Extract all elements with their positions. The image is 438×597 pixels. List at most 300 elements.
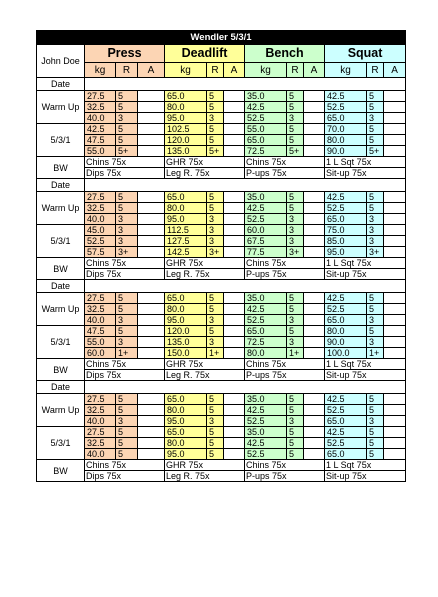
weight-cell-bench: 52.5 (245, 449, 287, 460)
subheader-dead-kg: kg (165, 63, 207, 78)
reps-cell-dead: 5 (207, 192, 224, 203)
actual-cell-bench[interactable] (304, 214, 325, 225)
weight-cell-squat: 42.5 (325, 293, 367, 304)
bodyweight-exercise-dead: GHR 75x (165, 157, 245, 168)
reps-cell-dead: 5 (207, 438, 224, 449)
weight-cell-squat: 85.0 (325, 236, 367, 247)
actual-cell-press[interactable] (138, 315, 165, 326)
reps-cell-squat: 5 (367, 91, 384, 102)
actual-cell-press[interactable] (138, 416, 165, 427)
date-field[interactable] (85, 381, 406, 394)
weight-cell-squat: 65.0 (325, 449, 367, 460)
reps-cell-squat: 5 (367, 326, 384, 337)
actual-cell-bench[interactable] (304, 427, 325, 438)
actual-cell-press[interactable] (138, 405, 165, 416)
actual-cell-press[interactable] (138, 214, 165, 225)
weight-cell-squat: 52.5 (325, 438, 367, 449)
reps-cell-dead: 3 (207, 214, 224, 225)
subheader-row (37, 63, 406, 78)
bodyweight-exercise-dead: Leg R. 75x (165, 471, 245, 482)
reps-cell-squat: 5 (367, 449, 384, 460)
weight-cell-press: 27.5 (85, 91, 116, 102)
weight-cell-squat: 75.0 (325, 225, 367, 236)
actual-cell-press[interactable] (138, 304, 165, 315)
actual-cell-bench[interactable] (304, 304, 325, 315)
weight-cell-press: 32.5 (85, 405, 116, 416)
workout-log-body (37, 31, 406, 482)
bodyweight-row (37, 269, 406, 280)
bodyweight-exercise-squat: Sit-up 75x (325, 471, 406, 482)
actual-cell-squat[interactable] (384, 247, 406, 258)
reps-cell-squat: 5 (367, 124, 384, 135)
actual-cell-dead[interactable] (224, 124, 245, 135)
weight-cell-dead: 95.0 (165, 214, 207, 225)
main-sets-label: 5/3/1 (37, 427, 85, 460)
bodyweight-exercise-press: Chins 75x (85, 460, 165, 471)
bodyweight-exercise-bench: Chins 75x (245, 460, 325, 471)
bodyweight-exercise-dead: Leg R. 75x (165, 269, 245, 280)
reps-cell-press: 3 (116, 236, 138, 247)
set-row (37, 102, 406, 113)
actual-cell-bench[interactable] (304, 91, 325, 102)
bodyweight-exercise-squat: Sit-up 75x (325, 168, 406, 179)
warmup-label: Warm Up (37, 192, 85, 225)
actual-cell-bench[interactable] (304, 416, 325, 427)
reps-cell-press: 5 (116, 102, 138, 113)
actual-cell-bench[interactable] (304, 394, 325, 405)
weight-cell-squat: 42.5 (325, 394, 367, 405)
actual-cell-dead[interactable] (224, 247, 245, 258)
reps-cell-press: 3 (116, 214, 138, 225)
lift-header-squat: Squat (325, 45, 406, 63)
set-row (37, 438, 406, 449)
actual-cell-bench[interactable] (304, 236, 325, 247)
bodyweight-label: BW (37, 157, 85, 179)
weight-cell-dead: 102.5 (165, 124, 207, 135)
actual-cell-dead[interactable] (224, 214, 245, 225)
weight-cell-bench: 42.5 (245, 438, 287, 449)
reps-cell-squat: 3 (367, 337, 384, 348)
actual-cell-squat[interactable] (384, 113, 406, 124)
weight-cell-squat: 52.5 (325, 102, 367, 113)
actual-cell-bench[interactable] (304, 405, 325, 416)
reps-cell-bench: 3 (287, 214, 304, 225)
reps-cell-press: 5 (116, 449, 138, 460)
reps-cell-dead: 1+ (207, 348, 224, 359)
actual-cell-squat[interactable] (384, 394, 406, 405)
actual-cell-squat[interactable] (384, 135, 406, 146)
bodyweight-row (37, 157, 406, 168)
set-row (37, 135, 406, 146)
weight-cell-bench: 77.5 (245, 247, 287, 258)
lift-header-press: Press (85, 45, 165, 63)
actual-cell-dead[interactable] (224, 102, 245, 113)
set-row (37, 113, 406, 124)
date-row (37, 381, 406, 394)
warmup-label: Warm Up (37, 91, 85, 124)
reps-cell-bench: 5 (287, 91, 304, 102)
reps-cell-squat: 3 (367, 416, 384, 427)
bodyweight-exercise-dead: GHR 75x (165, 258, 245, 269)
weight-cell-dead: 80.0 (165, 405, 207, 416)
actual-cell-dead[interactable] (224, 337, 245, 348)
actual-cell-squat[interactable] (384, 427, 406, 438)
weight-cell-squat: 90.0 (325, 146, 367, 157)
actual-cell-press[interactable] (138, 236, 165, 247)
weight-cell-squat: 52.5 (325, 304, 367, 315)
reps-cell-dead: 3+ (207, 247, 224, 258)
weight-cell-dead: 65.0 (165, 293, 207, 304)
actual-cell-press[interactable] (138, 293, 165, 304)
bodyweight-exercise-squat: 1 L Sqt 75x (325, 258, 406, 269)
bodyweight-exercise-squat: 1 L Sqt 75x (325, 157, 406, 168)
actual-cell-press[interactable] (138, 124, 165, 135)
date-field[interactable] (85, 78, 406, 91)
reps-cell-squat: 5 (367, 102, 384, 113)
weight-cell-dead: 65.0 (165, 192, 207, 203)
user-name: John Doe (37, 45, 85, 78)
bodyweight-exercise-squat: Sit-up 75x (325, 269, 406, 280)
reps-cell-press: 5 (116, 293, 138, 304)
actual-cell-dead[interactable] (224, 427, 245, 438)
weight-cell-squat: 80.0 (325, 326, 367, 337)
sheet-title: Wendler 5/3/1 (37, 31, 406, 45)
workout-log-table (36, 30, 406, 482)
actual-cell-press[interactable] (138, 394, 165, 405)
actual-cell-bench[interactable] (304, 438, 325, 449)
weight-cell-bench: 42.5 (245, 102, 287, 113)
weight-cell-press: 32.5 (85, 203, 116, 214)
actual-cell-press[interactable] (138, 337, 165, 348)
actual-cell-press[interactable] (138, 438, 165, 449)
weight-cell-dead: 80.0 (165, 102, 207, 113)
reps-cell-dead: 5 (207, 394, 224, 405)
actual-cell-dead[interactable] (224, 113, 245, 124)
actual-cell-press[interactable] (138, 225, 165, 236)
weight-cell-squat: 52.5 (325, 203, 367, 214)
weight-cell-press: 55.0 (85, 146, 116, 157)
reps-cell-squat: 3 (367, 236, 384, 247)
warmup-label: Warm Up (37, 394, 85, 427)
actual-cell-bench[interactable] (304, 337, 325, 348)
reps-cell-squat: 3 (367, 315, 384, 326)
weight-cell-bench: 52.5 (245, 315, 287, 326)
actual-cell-bench[interactable] (304, 326, 325, 337)
actual-cell-bench[interactable] (304, 113, 325, 124)
reps-cell-dead: 3 (207, 113, 224, 124)
reps-cell-press: 3 (116, 337, 138, 348)
weight-cell-press: 40.0 (85, 449, 116, 460)
subheader-dead-a: A (224, 63, 245, 78)
reps-cell-press: 5 (116, 304, 138, 315)
reps-cell-squat: 5 (367, 394, 384, 405)
reps-cell-dead: 3 (207, 236, 224, 247)
actual-cell-bench[interactable] (304, 102, 325, 113)
actual-cell-press[interactable] (138, 102, 165, 113)
actual-cell-bench[interactable] (304, 192, 325, 203)
weight-cell-press: 40.0 (85, 214, 116, 225)
reps-cell-press: 5 (116, 394, 138, 405)
set-row (37, 348, 406, 359)
actual-cell-press[interactable] (138, 348, 165, 359)
reps-cell-squat: 5 (367, 135, 384, 146)
subheader-press-kg: kg (85, 63, 116, 78)
reps-cell-squat: 5 (367, 427, 384, 438)
reps-cell-bench: 3 (287, 337, 304, 348)
weight-cell-bench: 42.5 (245, 304, 287, 315)
reps-cell-press: 3 (116, 416, 138, 427)
set-row (37, 192, 406, 203)
reps-cell-bench: 3+ (287, 247, 304, 258)
bodyweight-label: BW (37, 460, 85, 482)
set-row (37, 416, 406, 427)
reps-cell-dead: 5 (207, 293, 224, 304)
weight-cell-dead: 80.0 (165, 438, 207, 449)
actual-cell-dead[interactable] (224, 225, 245, 236)
bodyweight-exercise-bench: P-ups 75x (245, 471, 325, 482)
weight-cell-press: 27.5 (85, 192, 116, 203)
set-row (37, 427, 406, 438)
actual-cell-bench[interactable] (304, 225, 325, 236)
reps-cell-press: 5 (116, 405, 138, 416)
actual-cell-bench[interactable] (304, 203, 325, 214)
reps-cell-bench: 5 (287, 326, 304, 337)
actual-cell-bench[interactable] (304, 449, 325, 460)
actual-cell-bench[interactable] (304, 315, 325, 326)
actual-cell-press[interactable] (138, 135, 165, 146)
actual-cell-press[interactable] (138, 113, 165, 124)
actual-cell-squat[interactable] (384, 214, 406, 225)
weight-cell-press: 42.5 (85, 124, 116, 135)
set-row (37, 124, 406, 135)
weight-cell-bench: 80.0 (245, 348, 287, 359)
bodyweight-exercise-bench: P-ups 75x (245, 269, 325, 280)
weight-cell-squat: 95.0 (325, 247, 367, 258)
set-row (37, 91, 406, 102)
weight-cell-dead: 95.0 (165, 113, 207, 124)
actual-cell-squat[interactable] (384, 124, 406, 135)
actual-cell-squat[interactable] (384, 102, 406, 113)
actual-cell-bench[interactable] (304, 348, 325, 359)
weight-cell-bench: 35.0 (245, 91, 287, 102)
date-label: Date (37, 381, 85, 394)
actual-cell-dead[interactable] (224, 304, 245, 315)
weight-cell-press: 27.5 (85, 293, 116, 304)
reps-cell-bench: 5 (287, 203, 304, 214)
actual-cell-bench[interactable] (304, 146, 325, 157)
set-row (37, 146, 406, 157)
actual-cell-bench[interactable] (304, 293, 325, 304)
reps-cell-bench: 3 (287, 416, 304, 427)
weight-cell-squat: 65.0 (325, 315, 367, 326)
reps-cell-dead: 5 (207, 102, 224, 113)
weight-cell-squat: 80.0 (325, 135, 367, 146)
reps-cell-press: 5 (116, 192, 138, 203)
actual-cell-dead[interactable] (224, 416, 245, 427)
actual-cell-dead[interactable] (224, 203, 245, 214)
subheader-dead-r: R (207, 63, 224, 78)
actual-cell-squat[interactable] (384, 236, 406, 247)
actual-cell-dead[interactable] (224, 236, 245, 247)
actual-cell-press[interactable] (138, 203, 165, 214)
weight-cell-dead: 65.0 (165, 427, 207, 438)
actual-cell-dead[interactable] (224, 91, 245, 102)
reps-cell-press: 5 (116, 91, 138, 102)
subheader-bench-r: R (287, 63, 304, 78)
bodyweight-exercise-dead: GHR 75x (165, 359, 245, 370)
subheader-squat-kg: kg (325, 63, 367, 78)
reps-cell-bench: 3 (287, 236, 304, 247)
bodyweight-exercise-bench: Chins 75x (245, 157, 325, 168)
reps-cell-bench: 3 (287, 113, 304, 124)
actual-cell-squat[interactable] (384, 91, 406, 102)
actual-cell-press[interactable] (138, 326, 165, 337)
actual-cell-bench[interactable] (304, 124, 325, 135)
actual-cell-dead[interactable] (224, 293, 245, 304)
weight-cell-dead: 80.0 (165, 203, 207, 214)
actual-cell-dead[interactable] (224, 405, 245, 416)
actual-cell-press[interactable] (138, 449, 165, 460)
set-row (37, 315, 406, 326)
bodyweight-label: BW (37, 258, 85, 280)
reps-cell-press: 5 (116, 427, 138, 438)
actual-cell-press[interactable] (138, 146, 165, 157)
actual-cell-dead[interactable] (224, 326, 245, 337)
set-row (37, 225, 406, 236)
main-sets-label: 5/3/1 (37, 124, 85, 157)
date-row (37, 78, 406, 91)
reps-cell-dead: 5 (207, 326, 224, 337)
actual-cell-squat[interactable] (384, 337, 406, 348)
weight-cell-press: 32.5 (85, 438, 116, 449)
weight-cell-dead: 95.0 (165, 416, 207, 427)
actual-cell-bench[interactable] (304, 135, 325, 146)
actual-cell-squat[interactable] (384, 405, 406, 416)
actual-cell-dead[interactable] (224, 348, 245, 359)
actual-cell-squat[interactable] (384, 203, 406, 214)
actual-cell-press[interactable] (138, 247, 165, 258)
actual-cell-squat[interactable] (384, 225, 406, 236)
reps-cell-press: 5+ (116, 146, 138, 157)
date-field[interactable] (85, 179, 406, 192)
weight-cell-squat: 90.0 (325, 337, 367, 348)
date-field[interactable] (85, 280, 406, 293)
reps-cell-press: 5 (116, 135, 138, 146)
actual-cell-squat[interactable] (384, 192, 406, 203)
bodyweight-exercise-press: Chins 75x (85, 258, 165, 269)
reps-cell-press: 5 (116, 326, 138, 337)
reps-cell-dead: 5 (207, 427, 224, 438)
set-row (37, 236, 406, 247)
subheader-bench-kg: kg (245, 63, 287, 78)
actual-cell-dead[interactable] (224, 449, 245, 460)
weight-cell-dead: 65.0 (165, 394, 207, 405)
actual-cell-press[interactable] (138, 192, 165, 203)
actual-cell-squat[interactable] (384, 315, 406, 326)
actual-cell-dead[interactable] (224, 315, 245, 326)
reps-cell-dead: 3 (207, 225, 224, 236)
actual-cell-squat[interactable] (384, 449, 406, 460)
title-row (37, 31, 406, 45)
actual-cell-squat[interactable] (384, 348, 406, 359)
actual-cell-squat[interactable] (384, 416, 406, 427)
actual-cell-dead[interactable] (224, 438, 245, 449)
weight-cell-bench: 60.0 (245, 225, 287, 236)
actual-cell-squat[interactable] (384, 304, 406, 315)
reps-cell-dead: 5 (207, 304, 224, 315)
reps-cell-bench: 5+ (287, 146, 304, 157)
bodyweight-row (37, 471, 406, 482)
actual-cell-squat[interactable] (384, 146, 406, 157)
main-sets-label: 5/3/1 (37, 225, 85, 258)
actual-cell-squat[interactable] (384, 293, 406, 304)
actual-cell-dead[interactable] (224, 135, 245, 146)
main-sets-label: 5/3/1 (37, 326, 85, 359)
actual-cell-dead[interactable] (224, 394, 245, 405)
reps-cell-press: 1+ (116, 348, 138, 359)
weight-cell-squat: 42.5 (325, 91, 367, 102)
reps-cell-squat: 5+ (367, 146, 384, 157)
bodyweight-exercise-squat: 1 L Sqt 75x (325, 460, 406, 471)
weight-cell-press: 32.5 (85, 304, 116, 315)
weight-cell-bench: 35.0 (245, 394, 287, 405)
actual-cell-squat[interactable] (384, 438, 406, 449)
weight-cell-press: 47.5 (85, 326, 116, 337)
reps-cell-press: 3+ (116, 247, 138, 258)
subheader-press-r: R (116, 63, 138, 78)
actual-cell-dead[interactable] (224, 192, 245, 203)
reps-cell-squat: 5 (367, 293, 384, 304)
reps-cell-squat: 3 (367, 113, 384, 124)
set-row (37, 293, 406, 304)
weight-cell-press: 47.5 (85, 135, 116, 146)
reps-cell-squat: 3 (367, 214, 384, 225)
weight-cell-dead: 65.0 (165, 91, 207, 102)
reps-cell-squat: 5 (367, 405, 384, 416)
actual-cell-press[interactable] (138, 427, 165, 438)
bodyweight-exercise-squat: Sit-up 75x (325, 370, 406, 381)
bodyweight-exercise-dead: Leg R. 75x (165, 168, 245, 179)
actual-cell-squat[interactable] (384, 326, 406, 337)
reps-cell-squat: 5 (367, 192, 384, 203)
weight-cell-squat: 65.0 (325, 214, 367, 225)
weight-cell-press: 40.0 (85, 315, 116, 326)
reps-cell-dead: 5 (207, 135, 224, 146)
reps-cell-squat: 5 (367, 438, 384, 449)
reps-cell-bench: 5 (287, 427, 304, 438)
weight-cell-squat: 52.5 (325, 405, 367, 416)
weight-cell-squat: 70.0 (325, 124, 367, 135)
reps-cell-bench: 5 (287, 304, 304, 315)
reps-cell-squat: 3 (367, 225, 384, 236)
reps-cell-press: 3 (116, 225, 138, 236)
reps-cell-press: 3 (116, 113, 138, 124)
reps-cell-press: 5 (116, 438, 138, 449)
subheader-squat-r: R (367, 63, 384, 78)
weight-cell-dead: 112.5 (165, 225, 207, 236)
bodyweight-exercise-dead: GHR 75x (165, 460, 245, 471)
actual-cell-dead[interactable] (224, 146, 245, 157)
actual-cell-press[interactable] (138, 91, 165, 102)
bodyweight-exercise-press: Dips 75x (85, 168, 165, 179)
actual-cell-bench[interactable] (304, 247, 325, 258)
subheader-bench-a: A (304, 63, 325, 78)
bodyweight-exercise-press: Dips 75x (85, 370, 165, 381)
bodyweight-row (37, 258, 406, 269)
weight-cell-press: 45.0 (85, 225, 116, 236)
reps-cell-dead: 5+ (207, 146, 224, 157)
reps-cell-press: 5 (116, 203, 138, 214)
